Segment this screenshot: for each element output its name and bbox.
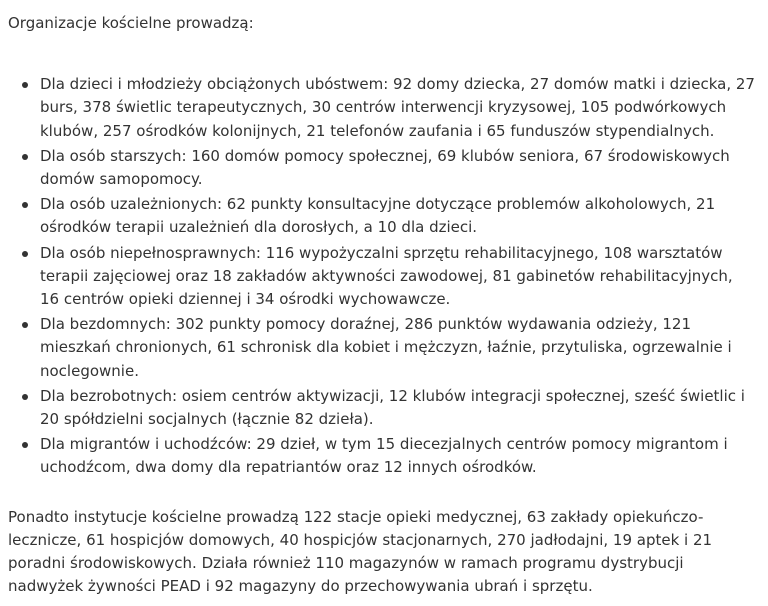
bullet-icon [22,82,28,88]
institutions-list [8,73,756,479]
list-item [8,433,756,479]
list-item [8,385,756,431]
bullet-icon [22,442,28,448]
list-item-text: Dla bezrobotnych: osiem centrów aktywizacji, 12 klubów integracji społecznej, sześć świetlic i 20 spółdzielni socjalnych (łącznie 82 dzieła). [40,386,745,429]
list-item [8,73,756,143]
list-item [8,242,756,312]
list-item [8,193,756,239]
bullet-icon [22,251,28,257]
bullet-icon [22,394,28,400]
list-item [8,145,756,191]
list-item-text: Dla migrantów i uchodźców: 29 dzieł, w tym 15 diecezjalnych centrów pomocy migrantom i uchodźcom, dwa domy dla repatriantów oraz 12 innych ośrodków. [40,435,728,477]
bullet-icon [22,154,28,160]
list-item-text: Dla bezdomnych: 302 punkty pomocy doraźnej, 286 punktów wydawania odzieży, 121 mieszkań chronionych, 61 schronisk dla kobiet i mężczyzn, łaźnie, przytuliska, ogrzewalnie i noclegownie. [40,315,732,380]
list-item [8,313,756,383]
list-item-text: Dla osób niepełnosprawnych: 116 wypożyczalni sprzętu rehabilitacyjnego, 108 warsztatów terapii zajęciowej oraz 18 zakładów aktywności zawodowej, 81 gabinetów rehabilitacyjnych, 16 centrów opieki dziennej i 34 ośrodki wychowawcze. [40,243,733,309]
list-item-text: Dla osób uzależnionych: 62 punkty konsultacyjne dotyczące problemów alkoholowych, 21 ośrodków terapii uzależnień dla dorosłych, a 10 dla dzieci. [40,195,716,237]
outro-paragraph: Ponadto instytucje kościelne prowadzą 122 stacje opieki medycznej, 63 zakłady opiekuńczo-lecznicze, 61 hospicjów domowych, 40 hospicjów stacjonarnych, 270 jadłodajni, 19 aptek i 21 poradni środowiskowych. Działa również 110 magazynów w ramach programu dystrybucji nadwyżek żywności PEAD i 92 magazyny do przechowywania ubrań i sprzętu. [8,507,713,596]
list-item-text: Dla osób starszych: 160 domów pomocy społecznej, 69 klubów seniora, 67 środowiskowych domów samopomocy. [40,146,730,189]
list-item-text: Dla dzieci i młodzieży obciążonych ubóstwem: 92 domy dziecka, 27 domów matki i dziecka, 27 burs, 378 świetlic terapeutycznych, 30 centrów interwencji kryzysowej, 105 podwórkowych klubów, 257 ośrodków kolonijnych, 21 telefonów zaufania i 65 funduszów stypendialnych. [40,75,755,140]
intro-paragraph: Organizacje kościelne prowadzą: [8,14,254,32]
bullet-icon [22,202,28,208]
bullet-icon [22,322,28,328]
